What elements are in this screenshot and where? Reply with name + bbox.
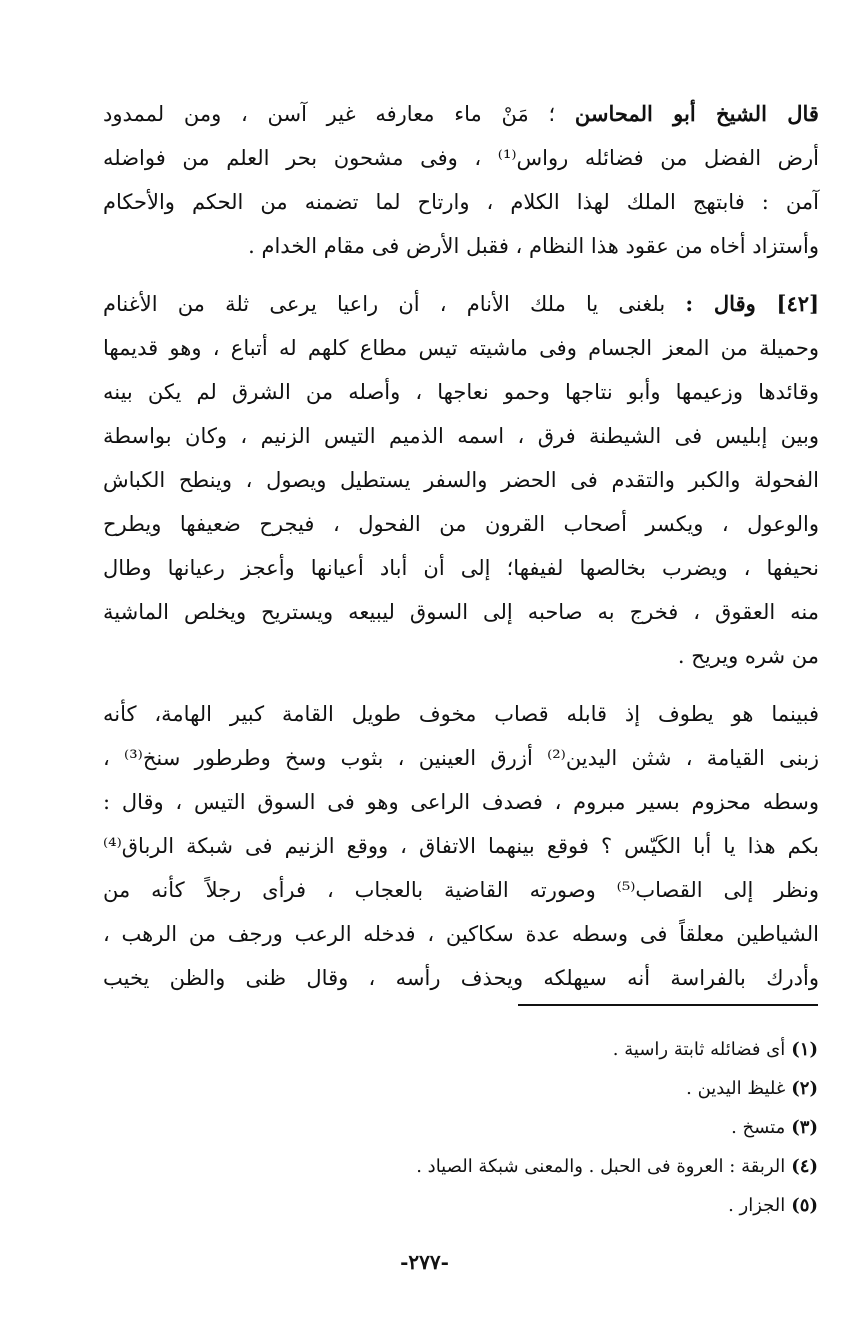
text-line: قال الشيخ أبو المحاسن ؛ مَنْ ماء معارفه غير آسن ، ومن لممدود: [103, 101, 819, 126]
footnote-number: (٤): [791, 1156, 818, 1177]
text-line: والوعول ، ويكسر أصحاب القرون من الفحول ، فيجرح ضعيفها ويطرح: [103, 512, 819, 536]
footnote: [118, 1108, 818, 1147]
paragraph-3: [103, 692, 819, 1000]
text-line: الفحولة والكبر والتقدم فى الحضر والسفر يستطيل ويصول ، وينطح الكباش: [103, 468, 819, 492]
main-text: [103, 92, 819, 1000]
footnote-text: الربقة : العروة فى الحبل . والمعنى شبكة الصياد .: [416, 1156, 786, 1177]
section-heading: [٤٢] وقال :: [685, 291, 819, 316]
text-line: وسطه محزوم بسير مبروم ، فصدف الراعى وهو فى السوق التيس ، وقال :: [103, 790, 819, 814]
speaker-name: قال الشيخ أبو المحاسن: [574, 101, 819, 126]
text-line: فبينما هو يطوف إذ قابله قصاب مخوف طويل القامة كبير الهامة، كأنه: [103, 702, 819, 726]
text-line: نحيفها ، ويضرب بخالصها لفيفها؛ إلى أن أباد أعيانها وأعجز رعيانها وطال: [103, 556, 819, 580]
footnote-text: غليظ اليدين .: [686, 1078, 786, 1099]
paragraph-1: [103, 92, 819, 268]
text-line: وأستزاد أخاه من عقود هذا النظام ، فقبل الأرض فى مقام الخدام .: [248, 234, 819, 258]
footnote-number: (١): [791, 1039, 818, 1060]
text-line: وبين إبليس فى الشيطنة فرق ، اسمه الذميم التيس الزنيم ، وكان بواسطة: [103, 424, 819, 448]
footnote-text: الجزار .: [728, 1195, 786, 1216]
footnote: [118, 1069, 818, 1108]
text-line: زبنى القيامة ، شثن اليدين⁽²⁾ أزرق العينين ، بثوب وسخ وطرطور سنخ⁽³⁾ ،: [103, 746, 819, 770]
footnote-number: (٥): [791, 1195, 818, 1216]
text-line: أرض الفضل من فضائله رواس⁽¹⁾ ، وفى مشحون بحر العلم من فواضله: [103, 146, 820, 170]
footnote-number: (٣): [791, 1117, 818, 1138]
text-line: منه العقوق ، فخرج به صاحبه إلى السوق ليبيعه ويستريح ويخلص الماشية: [103, 600, 819, 624]
footnote-text: أى فضائله ثابتة راسية .: [612, 1039, 786, 1060]
text-line: من شره ويريح .: [677, 644, 819, 668]
footnote-separator: [518, 1004, 818, 1006]
paragraph-2: [103, 282, 819, 678]
text-line: وأدرك بالفراسة أنه سيهلكه ويحذف رأسه ، وقال ظنى والظن يخيب: [103, 966, 819, 990]
footnotes: [118, 1030, 818, 1225]
page-number: -٢٧٧-: [400, 1250, 449, 1274]
footnote-text: متسخ .: [731, 1117, 786, 1138]
text-line: بكم هذا يا أبا الكَيّس ؟ فوقع بينهما الاتفاق ، ووقع الزنيم فى شبكة الرباق⁽⁴⁾: [103, 834, 819, 858]
text-line: آمن : فابتهج الملك لهذا الكلام ، وارتاح لما تضمنه من الحكم والأحكام: [103, 190, 819, 214]
footnote: [118, 1147, 818, 1186]
footnote: [118, 1030, 818, 1069]
text-line: [٤٢] وقال : بلغنى يا ملك الأنام ، أن راعيا يرعى ثلة من الأغنام: [103, 291, 819, 316]
footnote-number: (٢): [791, 1078, 818, 1099]
text-line: الشياطين معلقاً فى وسطه عدة سكاكين ، فدخله الرعب ورجف من الرهب ،: [103, 922, 819, 946]
footnote: [118, 1186, 818, 1225]
text-line: وقائدها وزعيمها وأبو نتاجها وحمو نعاجها ، وأصله من الشرق لم يكن بينه: [103, 380, 819, 404]
text-line: وحميلة من المعز الجسام وفى ماشيته تيس مطاع كلهم له أتباع ، وهو قديمها: [103, 336, 819, 360]
text-line: ونظر إلى القصاب⁽⁵⁾ وصورته القاضية بالعجاب ، فرأى رجلاً كأنه من: [103, 878, 819, 902]
